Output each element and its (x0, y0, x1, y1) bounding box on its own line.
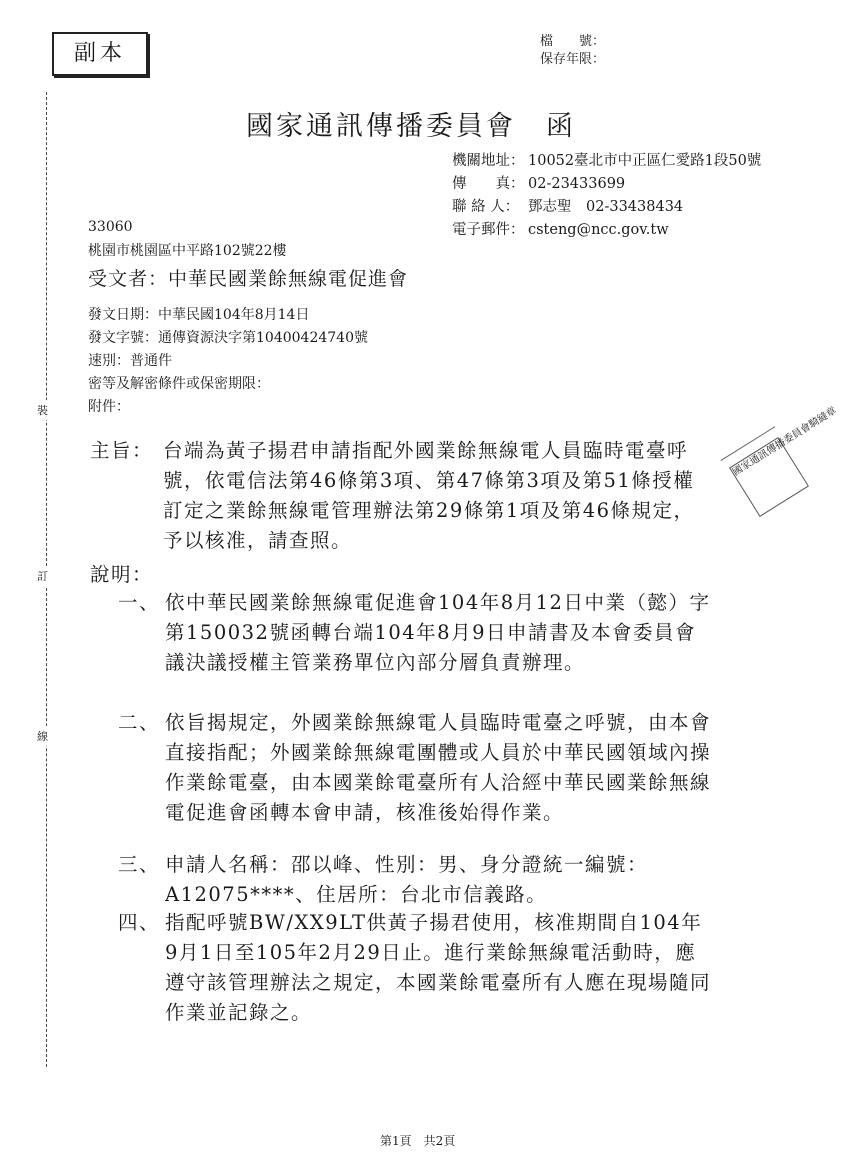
document-number: 發文字號：通傳資源決字第10400424740號 (88, 330, 368, 346)
contact-email (452, 218, 669, 239)
contact-fax (452, 172, 625, 193)
item-number: 二、 (118, 711, 161, 734)
contact-key: 聯 絡 人： (452, 199, 520, 215)
issue-date: 發文日期：中華民國104年8月14日 (88, 307, 310, 323)
document-title: 國家通訊傳播委員會 函 (246, 111, 576, 142)
copy-stamp: 副本 (52, 32, 148, 76)
margin-char-line: 線 (37, 726, 48, 746)
address-line: 桃園市桃園區中平路102號22樓 (88, 243, 287, 259)
confidentiality: 密等及解密條件或保密期限： (88, 376, 270, 392)
item-number: 一、 (118, 591, 161, 614)
perforation-seal-stamp: 國家通訊傳播委員會騎縫章 (729, 437, 809, 517)
explanation-item-4: 指配呼號BW/XX9LT供黃子揚君使用，核准期間自104年9月1日至105年2月29日止。進行業餘無線電活動時，應遵守該管理辦法之規定，本國業餘電臺所有人應在現場隨同作業並記錄之。 (165, 911, 712, 1024)
contact-person (452, 195, 683, 216)
page-footer: 第1頁 共2頁 (380, 1134, 456, 1148)
subject-body: 台端為黃子揚君申請指配外國業餘無線電人員臨時電臺呼號，依電信法第46條第3項、第47條第3項及第51條授權訂定之業餘無線電管理辦法第29條第1項及第46條規定，予以核准，請查照。 (163, 439, 695, 552)
margin-char-bind: 裝 (37, 400, 48, 420)
address-postcode: 33060 (88, 219, 133, 235)
contact-value: 鄧志聖 02-33438434 (528, 199, 684, 215)
contact-key: 機關地址： (452, 153, 525, 169)
contact-key: 傳 真： (452, 176, 525, 192)
item-number: 四、 (118, 911, 161, 934)
attachments: 附件： (88, 399, 130, 415)
retention-period-label: 保存年限： (540, 52, 606, 67)
explanation-item-1: 依中華民國業餘無線電促進會104年8月12日中業（懿）字第150032號函轉台端104年8月9日申請書及本會委員會議決議授權主管業務單位內部分層負責辦理。 (165, 591, 711, 674)
contact-value: csteng@ncc.gov.tw (528, 222, 669, 238)
file-number-label: 檔 號： (540, 34, 606, 49)
contact-address (452, 149, 761, 170)
subject-label: 主旨： (90, 439, 154, 462)
margin-char-staple: 訂 (37, 566, 48, 586)
explanation-item-2: 依旨揭規定，外國業餘無線電人員臨時電臺之呼號，由本會直接指配；外國業餘無線電團體或人員於中華民國領域內操作業餘電臺，由本國業餘電臺所有人洽經中華民國業餘無線電促進會函轉本會申請，核准後始得作業。 (165, 711, 712, 824)
contact-key: 電子郵件： (452, 222, 525, 238)
recipient: 受文者：中華民國業餘無線電促進會 (88, 268, 409, 290)
item-number: 三、 (118, 853, 161, 876)
contact-value: 02-23433699 (528, 176, 626, 192)
priority: 速別：普通件 (88, 353, 172, 369)
contact-value: 10052臺北市中正區仁愛路1段50號 (528, 153, 762, 169)
explanation-item-3: 申請人名稱：邵以峰、性別：男、身分證統一編號：A12075****、住居所：台北市信義路。 (165, 853, 649, 906)
explanation-label: 說明： (90, 563, 154, 586)
